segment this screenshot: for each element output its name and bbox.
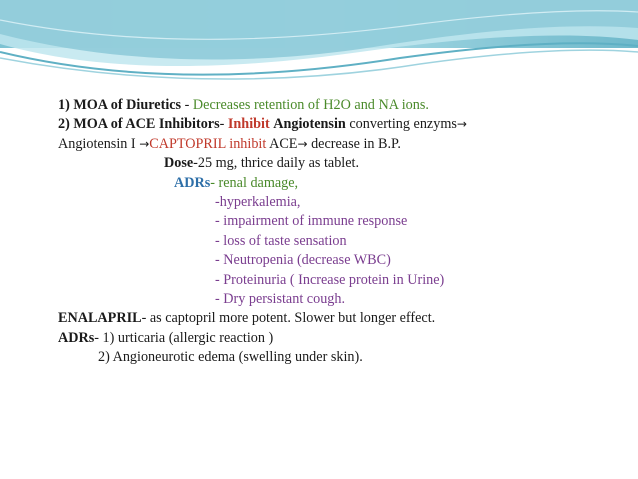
- arrow-right-icon: →: [297, 136, 308, 151]
- list-item: -hyperkalemia,: [215, 194, 301, 211]
- line-enalapril: [58, 309, 628, 328]
- list-item: - Neutropenia (decrease WBC): [215, 252, 391, 269]
- line-ace-inhibitors: [58, 115, 628, 134]
- diuretics-label: MOA of Diuretics: [73, 97, 182, 113]
- adr-item: - 1) urticaria (allergic reaction ): [94, 329, 274, 346]
- list-number: 2): [58, 116, 70, 133]
- separator: -: [219, 116, 228, 133]
- separator: -: [181, 97, 193, 113]
- captopril-text: CAPTOPRIL inhibit: [149, 135, 267, 152]
- line-adrs: [58, 174, 628, 193]
- decorative-banner: [0, 0, 638, 90]
- inhibit-word: Inhibit: [227, 116, 270, 133]
- line-adrs-2: [58, 329, 628, 348]
- diuretics-text: Decreases retention of H2O and NA ions.: [192, 97, 429, 113]
- angiotensin-word: Angiotensin: [273, 116, 346, 133]
- list-item: - loss of taste sensation: [215, 232, 347, 249]
- converting-text: converting enzyms: [345, 116, 457, 133]
- adr-item: - renal damage,: [210, 174, 299, 191]
- dose-label: Dose: [164, 155, 194, 172]
- ace-text: ACE: [266, 135, 298, 152]
- dose-text: -25 mg, thrice daily as tablet.: [193, 155, 360, 172]
- arrow-right-icon: →: [456, 117, 467, 132]
- line-captopril: [58, 135, 628, 154]
- adr-item-2: 2) Angioneurotic edema (swelling under skin).: [98, 349, 363, 366]
- list-number: 1): [58, 97, 70, 113]
- ace-label: MOA of ACE Inhibitors: [73, 116, 220, 133]
- enalapril-text: - as captopril more potent. Slower but longer effect.: [141, 310, 436, 327]
- line-diuretics: [58, 96, 628, 115]
- enalapril-label: ENALAPRIL: [58, 310, 142, 327]
- slide-body: [58, 96, 628, 368]
- bp-effect: decrease in B.P.: [307, 135, 401, 152]
- arrow-right-icon: →: [139, 136, 150, 151]
- list-item: - Dry persistant cough.: [215, 291, 346, 308]
- list-item: - impairment of immune response: [215, 213, 408, 230]
- angiotensin-one: Angiotensin I: [58, 135, 140, 152]
- list-item: - Proteinuria ( Increase protein in Urine): [215, 271, 445, 288]
- adrs-label: ADRs: [174, 174, 211, 191]
- line-dose: [58, 154, 628, 173]
- adrs-label: ADRs: [58, 329, 95, 346]
